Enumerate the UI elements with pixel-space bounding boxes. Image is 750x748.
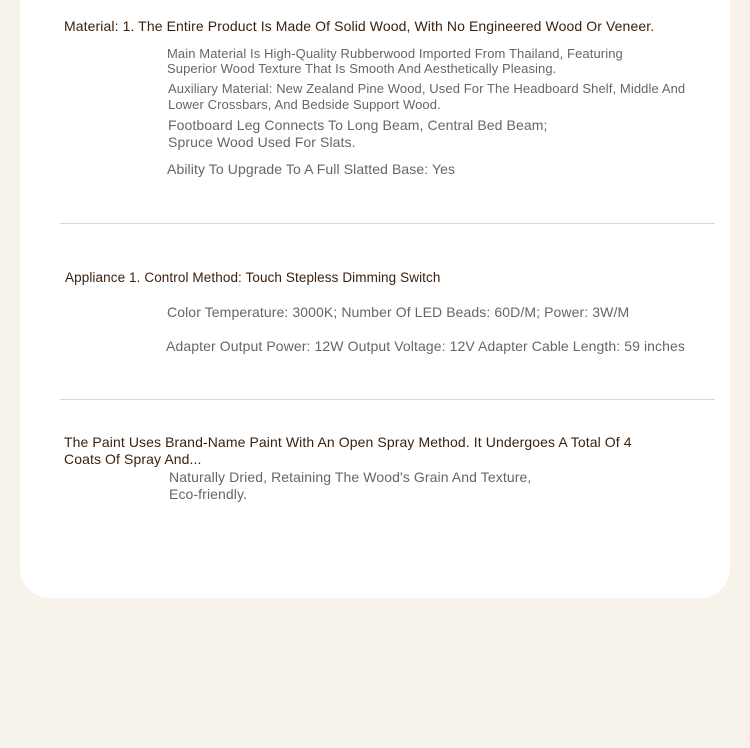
- footboard-line2: Spruce Wood Used For Slats.: [168, 134, 356, 150]
- auxiliary-material-line2: Lower Crossbars, And Bedside Support Wood.: [168, 97, 441, 112]
- section-divider: [60, 223, 715, 224]
- paint-drying-line1: Naturally Dried, Retaining The Wood's Grain And Texture,: [169, 469, 532, 485]
- material-heading: Material: 1. The Entire Product Is Made Of Solid Wood, With No Engineered Wood Or Veneer.: [64, 18, 655, 34]
- main-material-line1: Main Material Is High-Quality Rubberwood Imported From Thailand, Featuring: [167, 46, 623, 61]
- auxiliary-material-line1: Auxiliary Material: New Zealand Pine Wood, Used For The Headboard Shelf, Middle And: [168, 81, 686, 96]
- color-temperature-spec: Color Temperature: 3000K; Number Of LED Beads: 60D/M; Power: 3W/M: [167, 304, 630, 320]
- section-divider: [60, 399, 715, 400]
- paint-heading-line1: The Paint Uses Brand-Name Paint With An Open Spray Method. It Undergoes A Total Of 4: [64, 434, 632, 450]
- paint-drying-line2: Eco-friendly.: [169, 486, 248, 502]
- appliance-heading: Appliance 1. Control Method: Touch Stepless Dimming Switch: [65, 270, 441, 285]
- main-material-line2: Superior Wood Texture That Is Smooth And Aesthetically Pleasing.: [167, 61, 557, 76]
- slatted-base-upgrade: Ability To Upgrade To A Full Slatted Base: Yes: [167, 161, 456, 177]
- adapter-spec: Adapter Output Power: 12W Output Voltage: 12V Adapter Cable Length: 59 inches: [166, 338, 686, 354]
- footboard-line1: Footboard Leg Connects To Long Beam, Central Bed Beam;: [168, 117, 548, 133]
- paint-heading-line2: Coats Of Spray And...: [64, 451, 202, 467]
